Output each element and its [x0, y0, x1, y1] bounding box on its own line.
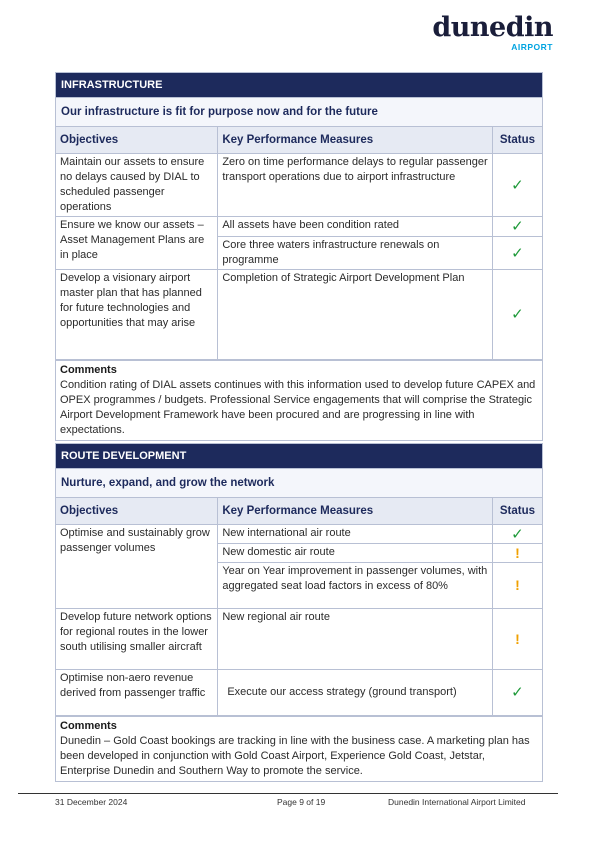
- table-header-row: [56, 498, 543, 525]
- kpm-cell: New domestic air route: [218, 544, 493, 563]
- objectives-header: Objectives: [56, 498, 218, 525]
- comments-label: Comments: [60, 364, 117, 376]
- objectives-header: Objectives: [56, 127, 218, 154]
- status-cell: [492, 609, 542, 670]
- footer-divider: [18, 793, 558, 794]
- comments-block: [56, 716, 542, 781]
- kpm-cell: Zero on time performance delays to regular passenger transport operations due to airport infrastructure: [218, 154, 493, 217]
- footer-organisation: Dunedin International Airport Limited: [388, 797, 526, 807]
- footer-page-number: Page 9 of 19: [277, 797, 326, 807]
- kpi-table: [55, 126, 543, 360]
- objective-cell: Develop a visionary airport master plan that has planned for future technologies and opportunities that may arise: [56, 270, 218, 360]
- warning-icon: !: [515, 630, 520, 647]
- kpm-cell: Core three waters infrastructure renewals on programme: [218, 237, 493, 270]
- table-row: [56, 609, 543, 670]
- section-title: ROUTE DEVELOPMENT: [56, 444, 542, 468]
- check-icon: ✓: [511, 244, 524, 262]
- comments-block: [56, 360, 542, 440]
- warning-icon: !: [515, 544, 520, 561]
- objective-cell: Optimise non-aero revenue derived from passenger traffic: [56, 670, 218, 716]
- logo-subtitle: AIRPORT: [511, 42, 553, 52]
- status-header: Status: [492, 498, 542, 525]
- table-header-row: [56, 127, 543, 154]
- status-cell: [492, 154, 542, 217]
- section-subtitle: Our infrastructure is fit for purpose now and for the future: [56, 97, 542, 126]
- kpm-header: Key Performance Measures: [218, 498, 493, 525]
- status-header: Status: [492, 127, 542, 154]
- table-row: [56, 670, 543, 716]
- kpm-cell: Execute our access strategy (ground transport): [218, 670, 493, 716]
- objective-cell: Develop future network options for regional routes in the lower south utilising smaller aircraft: [56, 609, 218, 670]
- objective-cell: Maintain our assets to ensure no delays caused by DIAL to scheduled passenger operations: [56, 154, 218, 217]
- kpm-cell: New regional air route: [218, 609, 493, 670]
- infrastructure-section: [55, 72, 543, 441]
- dunedin-airport-logo: [432, 14, 553, 52]
- table-row: [56, 217, 543, 237]
- table-row: [56, 154, 543, 217]
- check-icon: ✓: [511, 525, 524, 543]
- section-subtitle: Nurture, expand, and grow the network: [56, 468, 542, 497]
- check-icon: ✓: [511, 218, 524, 235]
- kpi-table: [55, 497, 543, 716]
- status-cell: [492, 544, 542, 563]
- status-cell: [492, 237, 542, 270]
- check-icon: ✓: [511, 176, 524, 194]
- kpm-cell: Year on Year improvement in passenger volumes, with aggregated seat load factors in excess of 80%: [218, 563, 493, 609]
- logo-wordmark: dunedin: [432, 12, 553, 43]
- objective-cell: Ensure we know our assets – Asset Management Plans are in place: [56, 217, 218, 270]
- status-cell: [492, 670, 542, 716]
- status-cell: [492, 217, 542, 237]
- status-cell: [492, 563, 542, 609]
- status-cell: [492, 270, 542, 360]
- check-icon: ✓: [511, 684, 524, 701]
- kpm-header: Key Performance Measures: [218, 127, 493, 154]
- footer-date: 31 December 2024: [55, 797, 128, 807]
- comments-text: Dunedin – Gold Coast bookings are tracking in line with the business case. A marketing plan has been developed in conjunction with Gold Coast Airport, Experience Gold Coast, Jetstar, Enterprise Dunedin and Southern Way to promote the service.: [60, 735, 530, 777]
- objective-cell: Optimise and sustainably grow passenger volumes: [56, 525, 218, 609]
- route-development-section: [55, 443, 543, 782]
- kpm-cell: All assets have been condition rated: [218, 217, 493, 237]
- table-row: [56, 270, 543, 360]
- kpm-cell: Completion of Strategic Airport Development Plan: [218, 270, 493, 360]
- table-row: [56, 525, 543, 544]
- kpm-cell: New international air route: [218, 525, 493, 544]
- section-title: INFRASTRUCTURE: [56, 73, 542, 97]
- warning-icon: !: [515, 577, 520, 593]
- comments-text: Condition rating of DIAL assets continues with this information used to develop future CAPEX and OPEX programmes / budgets. Professional Service engagements that will comprise the Strategic Airport Development Framework have been procured and are progressing in line with expectations.: [60, 379, 536, 436]
- check-icon: ✓: [511, 306, 524, 323]
- comments-label: Comments: [60, 720, 117, 732]
- status-cell: [492, 525, 542, 544]
